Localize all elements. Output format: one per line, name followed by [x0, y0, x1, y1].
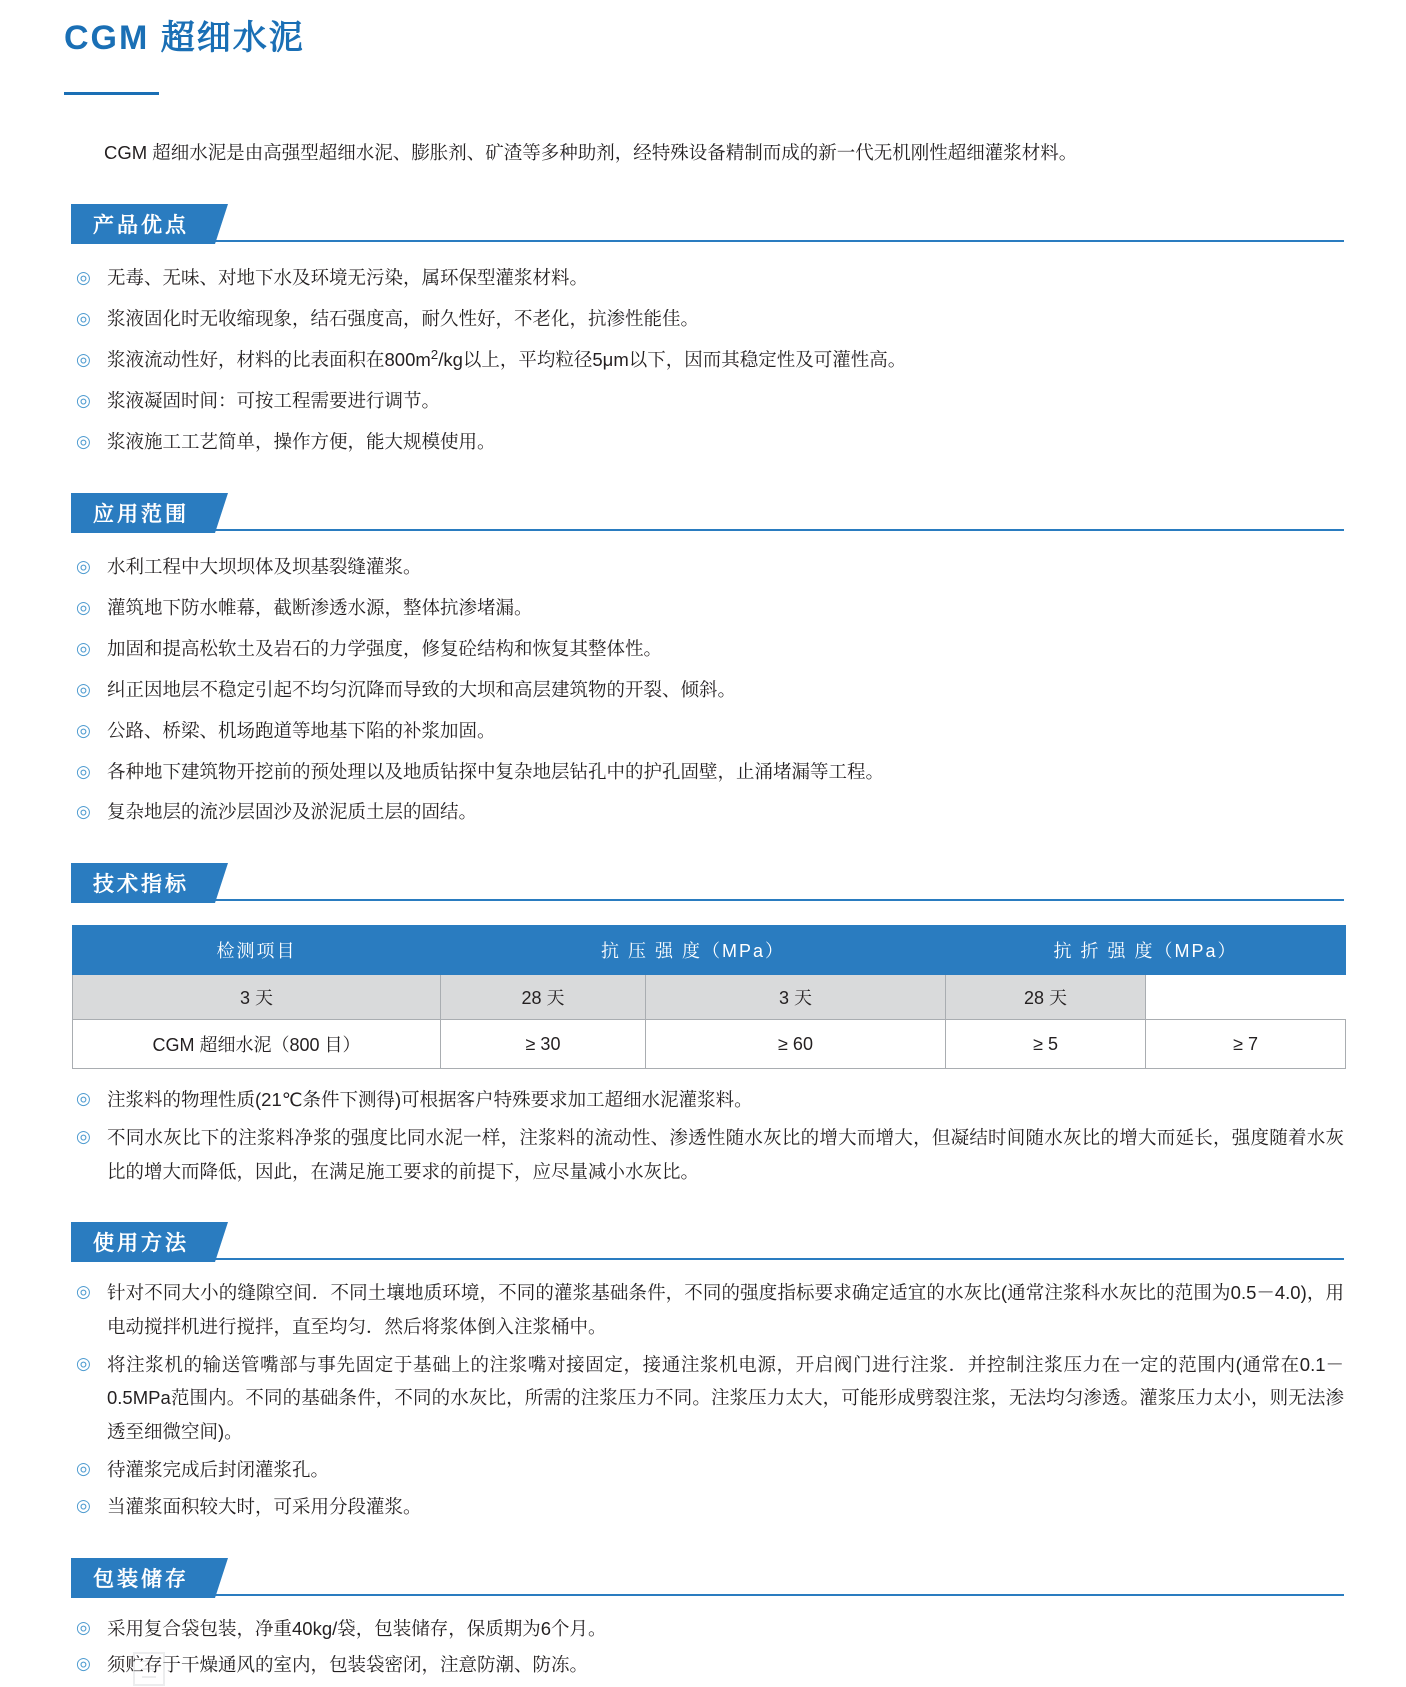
list-item: ◎ 将注浆机的输送管嘴部与事先固定于基础上的注浆嘴对接固定，接通注浆机电源，开启阀门进行注浆．并控制注浆压力在一定的范围内(通常在0.1－0.5MPa范围内。不同的基础条件，不同的水灰比，所需的注浆压力不同。注浆压力太大，可能形成劈裂注浆，无法均匀渗透。灌浆压力太小，则无法渗透至细微空间)。 — [74, 1348, 1344, 1449]
list-item: ◎ 纠正因地层不稳定引起不均匀沉降而导致的大坝和高层建筑物的开裂、倾斜。 — [74, 674, 1344, 707]
cell-flexural-3d: ≥ 5 — [946, 1020, 1146, 1069]
list-item: ◎ 水利工程中大坝坝体及坝基裂缝灌浆。 — [74, 551, 1344, 584]
section-usage — [62, 1222, 1344, 1524]
cell-compressive-3d: ≥ 30 — [441, 1020, 646, 1069]
list-item: ◎ 浆液施工工艺简单，操作方便，能大规模使用。 — [74, 426, 1344, 459]
intro-paragraph: CGM 超细水泥是由高强型超细水泥、膨胀剂、矿渣等多种助剂，经特殊设备精制而成的新一代无机刚性超细灌浆材料。 — [104, 142, 1078, 164]
list-item: ◎ 采用复合袋包装，净重40kg/袋，包装储存，保质期为6个月。 — [74, 1612, 1344, 1646]
list-item: ◎ 公路、桥梁、机场跑道等地基下陷的补浆加固。 — [74, 715, 1344, 748]
fluidity-text-b: /kg以上，平均粒径5μm以下，因而其稳定性及可灌性高。 — [438, 349, 907, 371]
section-header-technical — [62, 863, 1344, 903]
section-title-usage: 使用方法 — [71, 1222, 215, 1262]
section-title-packaging: 包装储存 — [71, 1558, 215, 1598]
section-header-usage — [62, 1222, 1344, 1262]
list-item: ◎ 待灌浆完成后封闭灌浆孔。 — [74, 1453, 1344, 1487]
fluidity-text-a: 浆液流动性好，材料的比表面积在800m — [107, 349, 431, 371]
section-title-technical: 技术指标 — [71, 863, 215, 903]
section-rule — [71, 240, 1344, 242]
section-rule — [71, 1594, 1344, 1596]
section-title-advantages: 产品优点 — [71, 204, 215, 244]
th-flexural-28d: 28 天 — [946, 975, 1146, 1020]
list-item: ◎ 无毒、无味、对地下水及环境无污染，属环保型灌浆材料。 — [74, 262, 1344, 295]
th-flexural-3d: 3 天 — [646, 975, 946, 1020]
page-title: CGM 超细水泥 — [64, 19, 305, 57]
th-compressive-28d: 28 天 — [441, 975, 646, 1020]
list-item: ◎ 注浆料的物理性质(21℃条件下测得)可根据客户特殊要求加工超细水泥灌浆料。 — [74, 1083, 1344, 1117]
th-flexural-strength: 抗 折 强 度（MPa） — [946, 926, 1346, 975]
cell-compressive-28d: ≥ 60 — [646, 1020, 946, 1069]
title-underline — [64, 92, 159, 95]
th-test-item: 检测项目 — [73, 926, 441, 975]
list-item: ◎ 各种地下建筑物开挖前的预处理以及地质钻探中复杂地层钻孔中的护孔固壁，止涌堵漏等工程。 — [74, 756, 1344, 789]
list-item-fluidity — [74, 344, 1344, 377]
section-technical — [62, 863, 1344, 1188]
technical-spec-table — [72, 925, 1346, 1069]
list-item: ◎ 不同水灰比下的注浆料净浆的强度比同水泥一样，注浆料的流动性、渗透性随水灰比的增大而增大，但凝结时间随水灰比的增大而延长，强度随着水灰比的增大而降低，因此，在满足施工要求的前提下，应尽量减小水灰比。 — [74, 1121, 1344, 1188]
section-advantages — [62, 204, 1344, 459]
table-subheader-row — [73, 975, 1346, 1020]
list-item: ◎ 当灌浆面积较大时，可采用分段灌浆。 — [74, 1490, 1344, 1524]
list-item: ◎ 针对不同大小的缝隙空间．不同土壤地质环境，不同的灌浆基础条件，不同的强度指标要求确定适宜的水灰比(通常注浆科水灰比的范围为0.5－4.0)，用电动搅拌机进行搅拌，直至均匀．然后将浆体倒入注浆桶中。 — [74, 1276, 1344, 1343]
section-rule — [71, 1258, 1344, 1260]
list-item: ◎ 浆液凝固时间：可按工程需要进行调节。 — [74, 385, 1344, 418]
fluidity-superscript: 2 — [430, 347, 439, 363]
section-packaging — [62, 1558, 1344, 1681]
section-title-applications: 应用范围 — [71, 493, 215, 533]
section-header-applications — [62, 493, 1344, 533]
packaging-list — [62, 1612, 1344, 1681]
technical-notes — [62, 1083, 1344, 1188]
section-rule — [71, 529, 1344, 531]
section-rule — [71, 899, 1344, 901]
list-item: ◎ 复杂地层的流沙层固沙及淤泥质土层的固结。 — [74, 796, 1344, 829]
section-header-packaging — [62, 1558, 1344, 1598]
applications-list — [62, 551, 1344, 829]
cell-product-name: CGM 超细水泥（800 目） — [73, 1020, 441, 1069]
table-header-row — [73, 926, 1346, 975]
usage-list — [62, 1276, 1344, 1524]
list-item: ◎ 灌筑地下防水帷幕，截断渗透水源，整体抗渗堵漏。 — [74, 592, 1344, 625]
list-item: ◎ 加固和提高松软土及岩石的力学强度，修复砼结构和恢复其整体性。 — [74, 633, 1344, 666]
advantages-list — [62, 262, 1344, 459]
section-applications — [62, 493, 1344, 829]
table-row — [73, 1020, 1346, 1069]
th-compressive-strength: 抗 压 强 度（MPa） — [441, 926, 946, 975]
th-compressive-3d: 3 天 — [73, 975, 441, 1020]
list-item: ◎ 须贮存于干燥通风的室内，包装袋密闭，注意防潮、防冻。 — [74, 1648, 1344, 1682]
section-header-advantages — [62, 204, 1344, 244]
list-item: ◎ 浆液固化时无收缩现象，结石强度高，耐久性好，不老化，抗渗性能佳。 — [74, 303, 1344, 336]
cell-flexural-28d: ≥ 7 — [1146, 1020, 1346, 1069]
watermark-icon — [120, 1647, 180, 1687]
